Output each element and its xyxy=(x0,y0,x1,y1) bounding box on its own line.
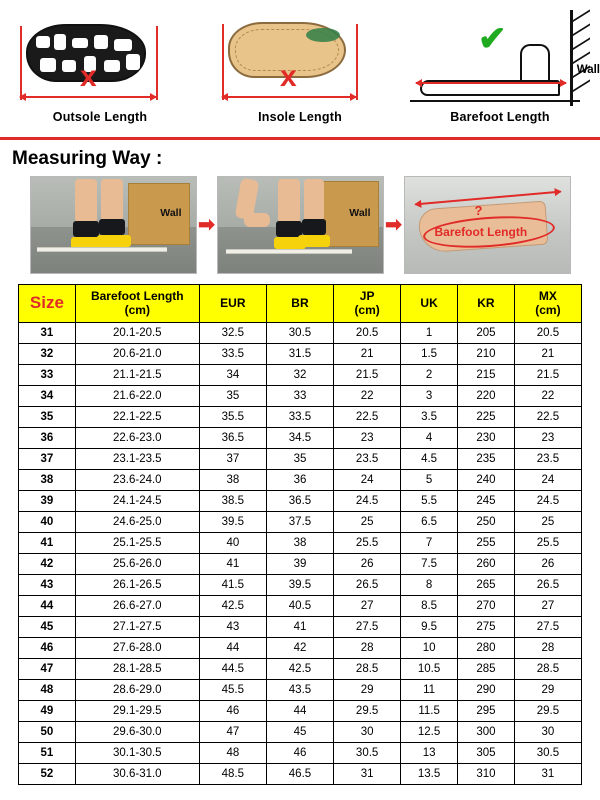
table-cell: 43.5 xyxy=(266,680,333,701)
table-row xyxy=(19,680,582,701)
table-cell: 41.5 xyxy=(199,575,266,596)
barefoot-length-cell xyxy=(400,0,600,137)
table-row xyxy=(19,596,582,617)
table-cell: 4.5 xyxy=(401,449,458,470)
cell-size: 46 xyxy=(19,638,76,659)
flow-arrow-icon: ➡ xyxy=(198,214,215,236)
table-cell: 44 xyxy=(266,701,333,722)
size-conversion-table xyxy=(18,284,582,785)
shoe-outsole-icon xyxy=(6,4,194,112)
table-cell: 43 xyxy=(199,617,266,638)
table-cell: 34 xyxy=(199,365,266,386)
table-cell: 32.5 xyxy=(199,323,266,344)
table-row xyxy=(19,512,582,533)
table-cell: 37.5 xyxy=(266,512,333,533)
header-mx xyxy=(514,285,581,323)
table-cell: 7.5 xyxy=(401,554,458,575)
tape-measure xyxy=(226,249,352,254)
table-cell: 5 xyxy=(401,470,458,491)
table-row xyxy=(19,764,582,785)
table-cell: 22 xyxy=(334,386,401,407)
table-cell: 26.1-26.5 xyxy=(75,575,199,596)
table-row xyxy=(19,575,582,596)
table-cell: 27.6-28.0 xyxy=(75,638,199,659)
cell-size: 39 xyxy=(19,491,76,512)
table-cell: 25 xyxy=(334,512,401,533)
cell-size: 36 xyxy=(19,428,76,449)
table-cell: 23.5 xyxy=(334,449,401,470)
table-cell: 22.1-22.5 xyxy=(75,407,199,428)
table-cell: 245 xyxy=(458,491,515,512)
table-row xyxy=(19,323,582,344)
table-cell: 22.5 xyxy=(514,407,581,428)
table-cell: 36 xyxy=(266,470,333,491)
table-cell: 44.5 xyxy=(199,659,266,680)
table-row xyxy=(19,701,582,722)
table-cell: 21.5 xyxy=(334,365,401,386)
table-cell: 23 xyxy=(514,428,581,449)
tape-measure xyxy=(37,247,167,252)
table-cell: 33 xyxy=(266,386,333,407)
table-cell: 48.5 xyxy=(199,764,266,785)
cell-size: 51 xyxy=(19,743,76,764)
hand xyxy=(244,213,270,227)
table-cell: 24 xyxy=(514,470,581,491)
table-cell: 38 xyxy=(199,470,266,491)
step-1-photo xyxy=(30,176,197,274)
table-cell: 24.1-24.5 xyxy=(75,491,199,512)
table-cell: 42.5 xyxy=(266,659,333,680)
table-cell: 24.6-25.0 xyxy=(75,512,199,533)
wall-label: Wall xyxy=(349,207,371,219)
table-cell: 27.5 xyxy=(334,617,401,638)
cell-size: 42 xyxy=(19,554,76,575)
table-cell: 270 xyxy=(458,596,515,617)
flow-arrow-icon: ➡ xyxy=(385,214,402,236)
table-cell: 39 xyxy=(266,554,333,575)
table-row xyxy=(19,743,582,764)
table-cell: 6.5 xyxy=(401,512,458,533)
table-cell: 9.5 xyxy=(401,617,458,638)
table-cell: 265 xyxy=(458,575,515,596)
header-barefoot-length-line1: Barefoot Length xyxy=(90,289,184,304)
cell-size: 44 xyxy=(19,596,76,617)
table-cell: 30.5 xyxy=(514,743,581,764)
header-kr: KR xyxy=(458,285,515,323)
cell-size: 35 xyxy=(19,407,76,428)
table-row xyxy=(19,428,582,449)
table-cell: 25.5 xyxy=(334,533,401,554)
check-icon: ✔ xyxy=(478,20,507,58)
insole-length-label: Insole Length xyxy=(258,110,342,124)
foot-against-wall-icon xyxy=(406,4,600,112)
table-row xyxy=(19,554,582,575)
wall-label: Wall xyxy=(160,207,182,219)
table-cell: 25.5 xyxy=(514,533,581,554)
table-cell: 3.5 xyxy=(401,407,458,428)
table-cell: 11.5 xyxy=(401,701,458,722)
table-cell: 8 xyxy=(401,575,458,596)
table-cell: 235 xyxy=(458,449,515,470)
table-cell: 20.5 xyxy=(334,323,401,344)
header-jp-line2: (cm) xyxy=(354,302,380,317)
table-cell: 240 xyxy=(458,470,515,491)
table-cell: 32 xyxy=(266,365,333,386)
table-cell: 2 xyxy=(401,365,458,386)
table-cell: 21.1-21.5 xyxy=(75,365,199,386)
table-cell: 26 xyxy=(334,554,401,575)
header-barefoot-length xyxy=(75,285,199,323)
outsole-measure-arrow xyxy=(20,96,156,98)
cell-size: 31 xyxy=(19,323,76,344)
table-cell: 30 xyxy=(334,722,401,743)
table-cell: 30.5 xyxy=(266,323,333,344)
foot-shape xyxy=(414,56,564,96)
header-barefoot-length-line2: (cm) xyxy=(124,302,150,317)
table-cell: 40.5 xyxy=(266,596,333,617)
table-cell: 20.5 xyxy=(514,323,581,344)
table-cell: 12.5 xyxy=(401,722,458,743)
table-row xyxy=(19,365,582,386)
table-row xyxy=(19,386,582,407)
wall-label: Wall xyxy=(576,64,600,76)
table-cell: 27 xyxy=(334,596,401,617)
table-cell: 255 xyxy=(458,533,515,554)
barefoot-length-label: Barefoot Length xyxy=(450,110,550,124)
table-cell: 33.5 xyxy=(199,344,266,365)
header-size: Size xyxy=(19,285,76,323)
table-cell: 41 xyxy=(266,617,333,638)
table-cell: 22 xyxy=(514,386,581,407)
table-cell: 35 xyxy=(199,386,266,407)
table-cell: 42.5 xyxy=(199,596,266,617)
table-cell: 305 xyxy=(458,743,515,764)
step-2-photo xyxy=(217,176,384,274)
table-cell: 36.5 xyxy=(199,428,266,449)
table-row xyxy=(19,722,582,743)
table-cell: 5.5 xyxy=(401,491,458,512)
table-cell: 8.5 xyxy=(401,596,458,617)
table-cell: 45.5 xyxy=(199,680,266,701)
step-3-photo xyxy=(404,176,571,274)
table-cell: 225 xyxy=(458,407,515,428)
table-cell: 260 xyxy=(458,554,515,575)
table-cell: 11 xyxy=(401,680,458,701)
outsole-length-cell xyxy=(0,0,200,137)
table-cell: 220 xyxy=(458,386,515,407)
table-cell: 215 xyxy=(458,365,515,386)
table-cell: 275 xyxy=(458,617,515,638)
table-cell: 13.5 xyxy=(401,764,458,785)
size-table-wrapper xyxy=(0,274,600,795)
table-body xyxy=(19,323,582,785)
table-cell: 30.6-31.0 xyxy=(75,764,199,785)
table-row xyxy=(19,344,582,365)
table-cell: 23 xyxy=(334,428,401,449)
table-cell: 29.6-30.0 xyxy=(75,722,199,743)
table-cell: 30.1-30.5 xyxy=(75,743,199,764)
table-cell: 26 xyxy=(514,554,581,575)
shoe-insole-icon xyxy=(206,4,394,112)
table-cell: 24.5 xyxy=(334,491,401,512)
table-cell: 21 xyxy=(514,344,581,365)
table-cell: 20.1-20.5 xyxy=(75,323,199,344)
measuring-steps-strip xyxy=(0,176,600,274)
table-cell: 33.5 xyxy=(266,407,333,428)
table-cell: 4 xyxy=(401,428,458,449)
table-cell: 7 xyxy=(401,533,458,554)
table-cell: 25.6-26.0 xyxy=(75,554,199,575)
table-row xyxy=(19,407,582,428)
cross-icon: x xyxy=(280,60,297,93)
table-cell: 1.5 xyxy=(401,344,458,365)
insole-measure-arrow xyxy=(222,96,356,98)
table-cell: 35 xyxy=(266,449,333,470)
table-cell: 26.5 xyxy=(514,575,581,596)
cross-icon: x xyxy=(80,60,97,93)
wall-hatching xyxy=(570,10,588,106)
table-cell: 25 xyxy=(514,512,581,533)
table-cell: 24.5 xyxy=(514,491,581,512)
table-cell: 27 xyxy=(514,596,581,617)
table-cell: 23.5 xyxy=(514,449,581,470)
table-cell: 26.6-27.0 xyxy=(75,596,199,617)
table-cell: 28.1-28.5 xyxy=(75,659,199,680)
table-header-row xyxy=(19,285,582,323)
header-mx-line2: (cm) xyxy=(535,302,561,317)
table-cell: 23.1-23.5 xyxy=(75,449,199,470)
barefoot-measure-arrow xyxy=(416,82,566,84)
table-cell: 30 xyxy=(514,722,581,743)
table-cell: 205 xyxy=(458,323,515,344)
table-cell: 290 xyxy=(458,680,515,701)
table-row xyxy=(19,638,582,659)
table-cell: 29 xyxy=(334,680,401,701)
table-cell: 300 xyxy=(458,722,515,743)
table-cell: 31 xyxy=(514,764,581,785)
table-cell: 25.1-25.5 xyxy=(75,533,199,554)
table-cell: 13 xyxy=(401,743,458,764)
measurement-types-panel xyxy=(0,0,600,140)
table-cell: 22.6-23.0 xyxy=(75,428,199,449)
table-cell: 28 xyxy=(514,638,581,659)
table-cell: 28.6-29.0 xyxy=(75,680,199,701)
table-cell: 10 xyxy=(401,638,458,659)
table-cell: 46 xyxy=(199,701,266,722)
table-cell: 310 xyxy=(458,764,515,785)
table-cell: 44 xyxy=(199,638,266,659)
cell-size: 50 xyxy=(19,722,76,743)
table-cell: 34.5 xyxy=(266,428,333,449)
table-cell: 24 xyxy=(334,470,401,491)
table-cell: 20.6-21.0 xyxy=(75,344,199,365)
table-cell: 39.5 xyxy=(266,575,333,596)
cell-size: 41 xyxy=(19,533,76,554)
header-uk: UK xyxy=(401,285,458,323)
table-cell: 1 xyxy=(401,323,458,344)
table-cell: 21.5 xyxy=(514,365,581,386)
table-cell: 39.5 xyxy=(199,512,266,533)
header-br: BR xyxy=(266,285,333,323)
table-cell: 29.5 xyxy=(334,701,401,722)
header-jp xyxy=(334,285,401,323)
cell-size: 47 xyxy=(19,659,76,680)
table-cell: 29 xyxy=(514,680,581,701)
table-cell: 27.1-27.5 xyxy=(75,617,199,638)
table-cell: 26.5 xyxy=(334,575,401,596)
table-head xyxy=(19,285,582,323)
outsole-length-label: Outsole Length xyxy=(52,110,148,124)
cell-size: 45 xyxy=(19,617,76,638)
header-jp-line1: JP xyxy=(359,289,375,304)
table-cell: 230 xyxy=(458,428,515,449)
table-cell: 41 xyxy=(199,554,266,575)
table-row xyxy=(19,533,582,554)
cell-size: 37 xyxy=(19,449,76,470)
ground-line xyxy=(410,100,580,102)
table-cell: 35.5 xyxy=(199,407,266,428)
table-cell: 28 xyxy=(334,638,401,659)
cell-size: 33 xyxy=(19,365,76,386)
table-cell: 36.5 xyxy=(266,491,333,512)
cell-size: 49 xyxy=(19,701,76,722)
cell-size: 43 xyxy=(19,575,76,596)
table-cell: 29.1-29.5 xyxy=(75,701,199,722)
cell-size: 40 xyxy=(19,512,76,533)
table-cell: 23.6-24.0 xyxy=(75,470,199,491)
table-cell: 21.6-22.0 xyxy=(75,386,199,407)
table-cell: 37 xyxy=(199,449,266,470)
table-cell: 28.5 xyxy=(334,659,401,680)
table-cell: 31 xyxy=(334,764,401,785)
table-cell: 46.5 xyxy=(266,764,333,785)
table-row xyxy=(19,659,582,680)
table-cell: 45 xyxy=(266,722,333,743)
table-cell: 38 xyxy=(266,533,333,554)
cell-size: 52 xyxy=(19,764,76,785)
table-cell: 285 xyxy=(458,659,515,680)
table-cell: 21 xyxy=(334,344,401,365)
table-cell: 40 xyxy=(199,533,266,554)
table-cell: 47 xyxy=(199,722,266,743)
table-cell: 27.5 xyxy=(514,617,581,638)
cell-size: 34 xyxy=(19,386,76,407)
table-cell: 30.5 xyxy=(334,743,401,764)
table-cell: 10.5 xyxy=(401,659,458,680)
measuring-way-heading: Measuring Way : xyxy=(12,148,163,169)
table-cell: 29.5 xyxy=(514,701,581,722)
table-cell: 22.5 xyxy=(334,407,401,428)
table-cell: 28.5 xyxy=(514,659,581,680)
table-row xyxy=(19,617,582,638)
cell-size: 48 xyxy=(19,680,76,701)
table-cell: 48 xyxy=(199,743,266,764)
table-cell: 210 xyxy=(458,344,515,365)
table-cell: 250 xyxy=(458,512,515,533)
header-mx-line1: MX xyxy=(538,289,557,304)
table-cell: 38.5 xyxy=(199,491,266,512)
insole-length-cell xyxy=(200,0,400,137)
table-row xyxy=(19,449,582,470)
table-row xyxy=(19,470,582,491)
cell-size: 38 xyxy=(19,470,76,491)
table-cell: 31.5 xyxy=(266,344,333,365)
table-cell: 46 xyxy=(266,743,333,764)
barefoot-length-callout: Barefoot Length xyxy=(434,225,528,239)
question-mark-label: ? xyxy=(474,203,483,218)
table-cell: 280 xyxy=(458,638,515,659)
table-row xyxy=(19,491,582,512)
table-cell: 295 xyxy=(458,701,515,722)
table-cell: 42 xyxy=(266,638,333,659)
header-eur: EUR xyxy=(199,285,266,323)
cell-size: 32 xyxy=(19,344,76,365)
table-cell: 3 xyxy=(401,386,458,407)
